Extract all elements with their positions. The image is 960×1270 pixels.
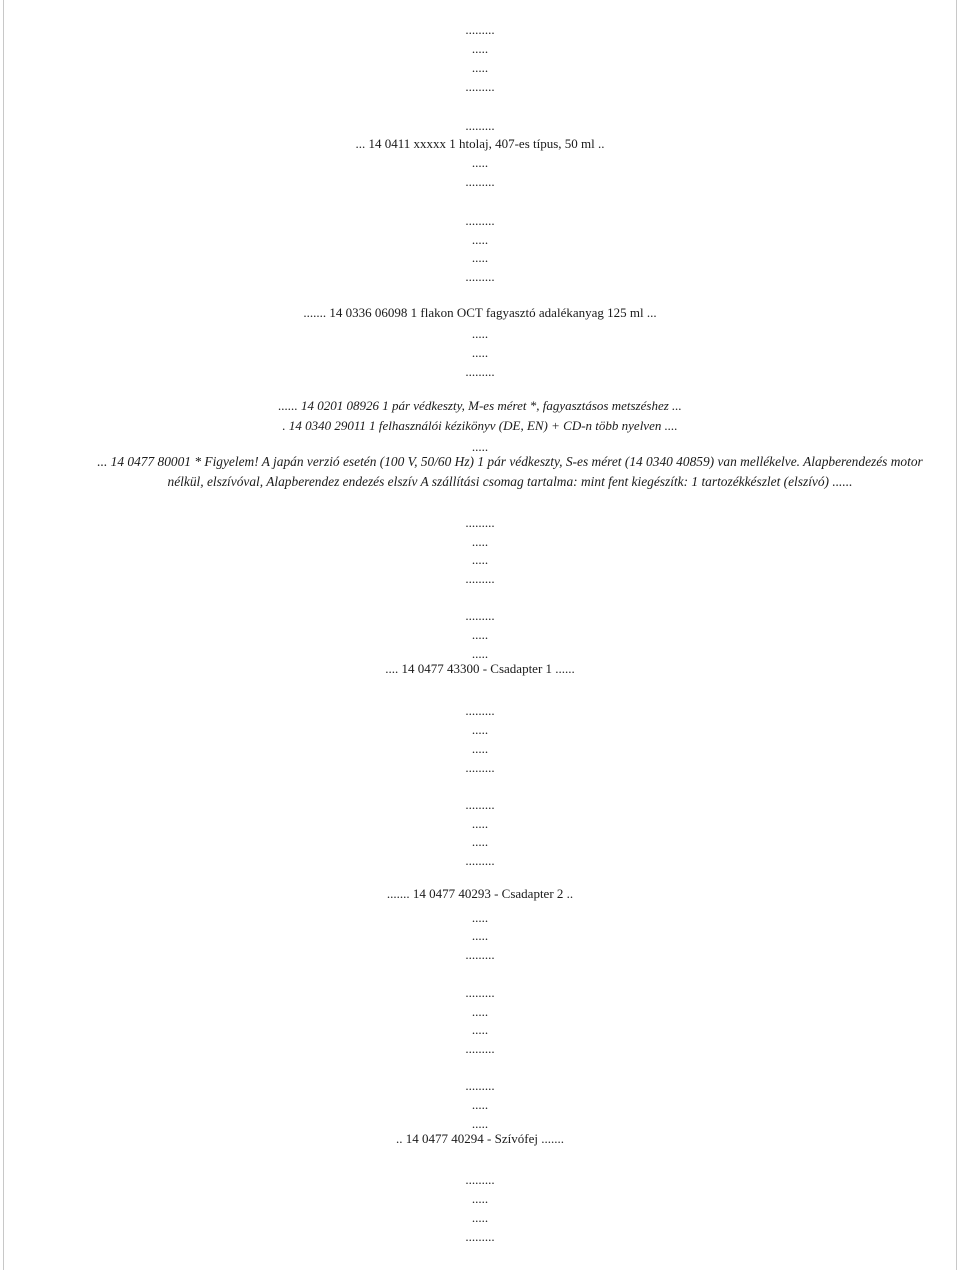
text-line: ....... 14 0477 40293 - Csadapter 2 ..: [386, 886, 574, 901]
text-line: .........: [465, 213, 495, 228]
text-line: .....: [471, 232, 489, 247]
text-line: .........: [465, 515, 495, 530]
text-line: .........: [465, 608, 495, 623]
text-line: .........: [465, 760, 495, 775]
text-line: .....: [471, 326, 489, 341]
text-line: .....: [471, 910, 489, 925]
text-line: .........: [465, 797, 495, 812]
text-line: . 14 0340 29011 1 felhasználói kézikönyv (DE, EN) + CD-n több nyelven ....: [282, 418, 678, 433]
text-line: .....: [471, 250, 489, 265]
text-line: .....: [471, 1116, 489, 1131]
text-line: .........: [465, 1229, 495, 1244]
text-line: .....: [471, 41, 489, 56]
note-paragraph: ... 14 0477 80001 * Figyelem! A japán verzió esetén (100 V, 50/60 Hz) 1 pár védkeszty, S-es méret (14 0340 40859) van mellékelve. Alapberendezés motor nélkül, elszívóval, Alapberendez endezés elszív A szállítási csomag tartalma: mint fent kiegészítk: 1 tartozékkészlet (elszívó) ......: [97, 454, 923, 489]
text-line: .........: [465, 269, 495, 284]
text-line: .....: [471, 345, 489, 360]
text-line: .........: [465, 1041, 495, 1056]
text-line: .........: [465, 947, 495, 962]
text-line: .........: [465, 985, 495, 1000]
text-line: .... 14 0477 43300 - Csadapter 1 ......: [385, 661, 575, 676]
text-line: ...... 14 0201 08926 1 pár védkeszty, M-es méret *, fagyasztásos metszéshez ...: [278, 398, 682, 413]
text-line: .........: [465, 571, 495, 586]
text-line: .....: [471, 1210, 489, 1225]
text-line: .........: [465, 174, 495, 189]
text-line: .....: [471, 1022, 489, 1037]
text-line: .....: [471, 646, 489, 661]
text-line: .....: [471, 1004, 489, 1019]
text-line: .........: [465, 703, 495, 718]
text-line: .....: [471, 816, 489, 831]
text-line: .........: [465, 118, 495, 133]
text-line: .........: [465, 853, 495, 868]
text-line: .....: [471, 627, 489, 642]
text-line: .....: [471, 1191, 489, 1206]
text-line: .........: [465, 1172, 495, 1187]
text-line: .........: [465, 1078, 495, 1093]
text-line: .........: [465, 364, 495, 379]
text-line: .. 14 0477 40294 - Szívófej .......: [396, 1131, 564, 1146]
text-line: .........: [465, 22, 495, 37]
text-line: .....: [471, 834, 489, 849]
text-line: .....: [471, 722, 489, 737]
text-line: .....: [471, 155, 489, 170]
text-line: .....: [471, 928, 489, 943]
text-line: ... 14 0411 xxxxx 1 htolaj, 407-es típus, 50 ml ..: [355, 136, 605, 151]
text-line: .....: [471, 1097, 489, 1112]
text-line: .....: [471, 534, 489, 549]
text-line: .........: [465, 79, 495, 94]
text-line: .....: [471, 741, 489, 756]
text-line: .....: [471, 552, 489, 567]
text-line: .....: [471, 439, 489, 454]
text-line: .....: [471, 60, 489, 75]
text-line: ....... 14 0336 06098 1 flakon OCT fagyasztó adalékanyag 125 ml ...: [303, 305, 657, 320]
